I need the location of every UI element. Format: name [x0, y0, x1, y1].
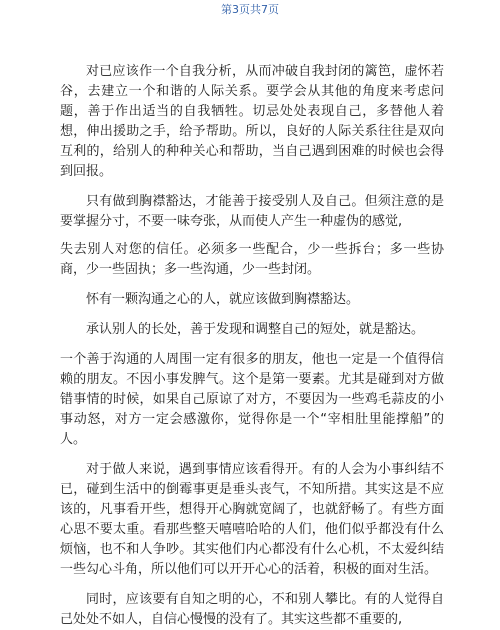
page-indicator: 第3页共7页: [221, 3, 279, 16]
paragraph-self-knowledge: 同时，应该要有自知之明的心，不和别人攀比。有的人觉得自己处处不如人，自信心慢慢的没有了。其实这些都不重要的,: [60, 592, 444, 627]
document-body: [60, 62, 444, 630]
paragraph-self-analysis: 对已应该作一个自我分析，从而冲破自我封闭的篱笆，虚怀若谷，去建立一个和谐的人际关系。要学会从其他的角度来考虑问题，善于作出适当的自我牺牲。切忌处处表现自己，多替他人着想，伸出援助之手，给予帮助。所以，良好的人际关系往往是双向互利的，给别人的种种关心和帮助，当自己遇到困难的时候也会得到回报。: [60, 64, 444, 179]
paragraph-take-it-easy: 对于做人来说，遇到事情应该看得开。有的人会为小事纠结不已，碰到生活中的倒霉事更是垂头丧气，不知所措。其实这是不应该的，凡事看开些，想得开心胸就宽阔了，也就舒畅了。有些方面心思不要太重。看那些整天嘻嘻哈哈的人们，他们似乎都没有什么烦恼，也不和人争吵。其实他们内心都没有什么心机，不太爱纠结一些勾心斗角，所以他们可以开开心心的活着，积极的面对生活。: [60, 462, 444, 577]
paragraph-recognize-strengths: 承认别人的长处，善于发现和调整自己的短处，就是豁达。: [86, 322, 425, 337]
paragraph-trust: 失去别人对您的信任。必须多一些配合，少一些拆台；多一些协商，少一些固执；多一些沟通，少一些封闭。: [60, 242, 444, 277]
paragraph-communication-heart: 怀有一颗沟通之心的人，就应该做到胸襟豁达。: [86, 292, 360, 307]
paragraph-open-minded: 只有做到胸襟豁达，才能善于接受别人及自己。但须注意的是要掌握分寸，不要一味夸张，从而使人产生一种虚伪的感觉,: [60, 194, 444, 229]
paragraph-good-communicator: 一个善于沟通的人周围一定有很多的朋友，他也一定是一个值得信赖的朋友。不因小事发脾气。这个是第一要素。尤其是碰到对方做错事情的时候，如果自己原谅了对方，不要因为一些鸡毛蒜皮的小事动怒，对方一定会感激你，觉得你是一个“宰相肚里能撑船”的人。: [60, 352, 444, 447]
